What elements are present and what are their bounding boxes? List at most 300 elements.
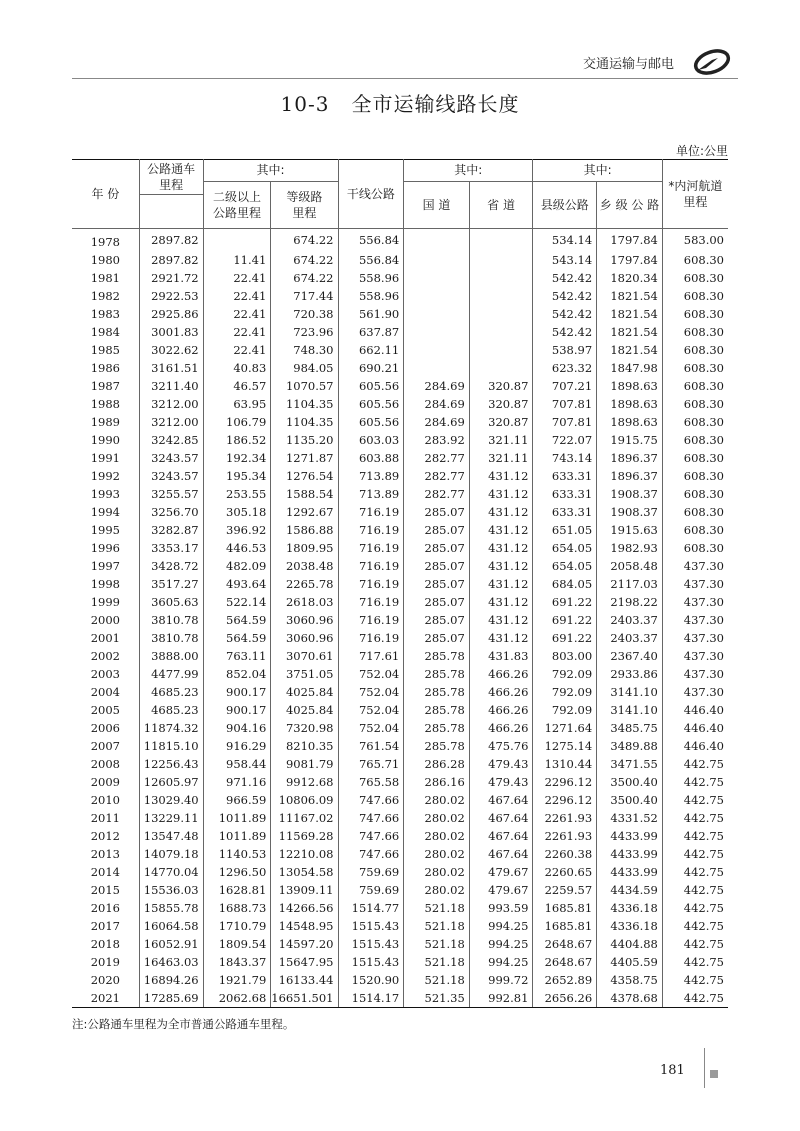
cell-road-grade2-above: 63.95 [203,395,271,413]
cell-river: 583.00 [683,233,724,248]
table-row [72,917,728,935]
cell-provincial: 321.11 [469,431,533,449]
table-row [72,953,728,971]
table-row [72,647,728,665]
cell-township: 3500.40 [597,773,663,791]
cell-year: 1980 [72,251,139,269]
cell-provincial: 994.25 [469,935,533,953]
table-number: 10-3 [280,92,330,116]
cell-provincial [469,305,533,323]
cell-county: 542.42 [533,269,597,287]
cell-provincial: 467.64 [469,845,533,863]
cell-trunk: 713.89 [338,485,404,503]
cell-road-total: 16052.91 [139,935,203,953]
cell-road-grade2-above: 195.34 [203,467,271,485]
cell-road-graded: 720.38 [271,305,338,323]
cell-road-graded: 723.96 [271,323,338,341]
cell-road-total: 12605.97 [139,773,203,791]
cell-national: 521.18 [404,935,470,953]
cell-river: 437.30 [683,667,724,682]
cell-year: 2002 [72,647,139,665]
table-row [72,665,728,683]
cell-trunk: 605.56 [338,377,404,395]
cell-year: 2019 [72,953,139,971]
cell-road-grade2-above: 1809.54 [203,935,271,953]
cell-national: 280.02 [404,791,470,809]
cell-county: 722.07 [533,431,597,449]
table-body [72,229,728,1008]
table-row [72,989,728,1008]
cell-river: 608.30 [683,415,724,430]
cell-road-grade2-above: 396.92 [203,521,271,539]
cell-provincial: 999.72 [469,971,533,989]
cell-county: 792.09 [533,701,597,719]
cell-provincial: 467.64 [469,827,533,845]
table-row [72,881,728,899]
cell-county: 691.22 [533,593,597,611]
table-row [72,413,728,431]
cell-road-total: 15855.78 [139,899,203,917]
cell-road-grade2-above: 763.11 [203,647,271,665]
header-rule [72,78,738,79]
cell-road-graded: 8210.35 [271,737,338,755]
cell-county: 633.31 [533,485,597,503]
cell-provincial: 466.26 [469,719,533,737]
cell-road-graded: 1271.87 [271,449,338,467]
cell-road-graded: 674.22 [271,251,338,269]
cell-provincial: 431.12 [469,557,533,575]
cell-township: 1898.63 [597,377,663,395]
cell-national: 284.69 [404,413,470,431]
cell-road-graded: 14548.95 [271,917,338,935]
cell-township: 3489.88 [597,737,663,755]
cell-county: 1685.81 [533,917,597,935]
cell-county: 743.14 [533,449,597,467]
cell-road-grade2-above: 1843.37 [203,953,271,971]
cell-road-grade2-above: 253.55 [203,485,271,503]
cell-national: 280.02 [404,809,470,827]
table-row [72,809,728,827]
cell-national: 286.28 [404,755,470,773]
cell-national [404,305,470,323]
cell-road-graded: 1104.35 [271,413,338,431]
cell-road-grade2-above: 564.59 [203,611,271,629]
cell-river: 442.75 [683,757,724,772]
cell-county: 633.31 [533,467,597,485]
table-row [72,827,728,845]
col-year-header: 年 份 [72,160,139,229]
cell-road-grade2-above: 22.41 [203,341,271,359]
cell-county: 1310.44 [533,755,597,773]
col-county-sub1-header: 县级公路 [533,182,597,229]
cell-trunk: 716.19 [338,557,404,575]
table-row [72,539,728,557]
cell-road-graded: 1104.35 [271,395,338,413]
cell-road-grade2-above: 966.59 [203,791,271,809]
cell-road-grade2-above: 446.53 [203,539,271,557]
cell-provincial: 320.87 [469,377,533,395]
cell-township: 1896.37 [597,467,663,485]
cell-national: 521.18 [404,917,470,935]
cell-road-grade2-above: 186.52 [203,431,271,449]
cell-road-total: 2921.72 [139,269,203,287]
cell-road-grade2-above: 1710.79 [203,917,271,935]
cell-trunk: 1514.17 [338,989,404,1008]
cell-river: 608.30 [683,289,724,304]
cell-river: 608.30 [683,397,724,412]
cell-river: 437.30 [683,631,724,646]
cell-road-graded: 717.44 [271,287,338,305]
cell-national: 286.16 [404,773,470,791]
table-row [72,341,728,359]
cell-provincial: 431.12 [469,611,533,629]
cell-provincial [469,251,533,269]
col-road-sub1-header: 二级以上 公路里程 [203,182,271,229]
cell-trunk: 716.19 [338,611,404,629]
cell-road-graded: 16651.501 [271,989,338,1008]
cell-road-grade2-above: 11.41 [203,251,271,269]
cell-river: 437.30 [683,595,724,610]
cell-county: 2652.89 [533,971,597,989]
cell-township: 1915.63 [597,521,663,539]
cell-provincial: 479.43 [469,773,533,791]
cell-year: 2005 [72,701,139,719]
cell-national: 285.78 [404,665,470,683]
cell-road-grade2-above: 1296.50 [203,863,271,881]
cell-road-graded: 1588.54 [271,485,338,503]
cell-trunk: 747.66 [338,791,404,809]
cell-county: 2259.57 [533,881,597,899]
cell-river: 608.30 [683,541,724,556]
cell-township: 4434.59 [597,881,663,899]
cell-county: 542.42 [533,287,597,305]
cell-road-grade2-above: 482.09 [203,557,271,575]
cell-road-total: 3888.00 [139,647,203,665]
cell-road-total: 3242.85 [139,431,203,449]
table-row [72,287,728,305]
cell-road-graded: 4025.84 [271,701,338,719]
cell-year: 2012 [72,827,139,845]
cell-river: 446.40 [683,703,724,718]
cell-year: 1985 [72,341,139,359]
cell-township: 4433.99 [597,863,663,881]
cell-river: 442.75 [683,775,724,790]
col-river-header: *内河航道 里程 [662,160,728,229]
cell-county: 2648.67 [533,953,597,971]
cell-year: 2020 [72,971,139,989]
cell-road-graded: 3070.61 [271,647,338,665]
cell-county: 792.09 [533,665,597,683]
cell-road-total: 16463.03 [139,953,203,971]
cell-county: 2261.93 [533,827,597,845]
cell-year: 2007 [72,737,139,755]
cell-trunk: 1515.43 [338,917,404,935]
table-row [72,395,728,413]
cell-road-graded: 748.30 [271,341,338,359]
cell-national [404,359,470,377]
cell-township: 4358.75 [597,971,663,989]
cell-county: 542.42 [533,323,597,341]
cell-county: 2648.67 [533,935,597,953]
cell-year: 2013 [72,845,139,863]
cell-year: 1994 [72,503,139,521]
cell-road-graded: 2038.48 [271,557,338,575]
table-row [72,323,728,341]
cell-road-total: 16064.58 [139,917,203,935]
table-row [72,503,728,521]
cell-trunk: 716.19 [338,575,404,593]
cell-year: 1982 [72,287,139,305]
page-divider [704,1048,705,1088]
cell-township: 1898.63 [597,413,663,431]
cell-county: 2296.12 [533,791,597,809]
cell-road-graded: 1809.95 [271,539,338,557]
cell-township: 1915.75 [597,431,663,449]
cell-year: 2001 [72,629,139,647]
cell-road-graded: 1276.54 [271,467,338,485]
cell-township: 2367.40 [597,647,663,665]
cell-river: 442.75 [683,793,724,808]
cell-river: 608.30 [683,307,724,322]
cell-river: 442.75 [683,811,724,826]
cell-river: 446.40 [683,721,724,736]
cell-township: 1847.98 [597,359,663,377]
cell-national: 285.07 [404,629,470,647]
table-row [72,269,728,287]
cell-trunk: 716.19 [338,629,404,647]
cell-national: 285.78 [404,647,470,665]
cell-river: 437.30 [683,613,724,628]
cell-river: 442.75 [683,955,724,970]
cell-road-grade2-above: 1628.81 [203,881,271,899]
cell-national: 521.18 [404,971,470,989]
cell-river: 608.30 [683,271,724,286]
cell-river: 608.30 [683,523,724,538]
cell-river: 608.30 [683,253,724,268]
cell-road-grade2-above: 2062.68 [203,989,271,1008]
cell-year: 2008 [72,755,139,773]
cell-county: 707.21 [533,377,597,395]
cell-trunk: 637.87 [338,323,404,341]
cell-year: 1991 [72,449,139,467]
cell-river: 442.75 [683,973,724,988]
unit-label: 单位:公里 [675,144,728,158]
cell-provincial: 320.87 [469,395,533,413]
cell-provincial [469,269,533,287]
cell-national: 285.78 [404,719,470,737]
cell-trunk: 1514.77 [338,899,404,917]
table-row [72,449,728,467]
cell-county: 2656.26 [533,989,597,1008]
cell-national: 285.07 [404,611,470,629]
cell-river: 442.75 [683,901,724,916]
cell-road-total: 13229.11 [139,809,203,827]
cell-provincial: 431.83 [469,647,533,665]
cell-road-total: 13547.48 [139,827,203,845]
page-number: 181 [660,1063,685,1078]
cell-county: 792.09 [533,683,597,701]
cell-national [404,229,470,252]
cell-county: 803.00 [533,647,597,665]
cell-road-graded: 15647.95 [271,953,338,971]
cell-road-total: 3282.87 [139,521,203,539]
cell-national: 521.18 [404,899,470,917]
cell-township: 4433.99 [597,845,663,863]
table-title: 全市运输线路长度 [351,92,520,116]
cell-national: 280.02 [404,881,470,899]
page-marker [710,1070,718,1078]
cell-township: 1982.93 [597,539,663,557]
cell-river: 437.30 [683,559,724,574]
cell-provincial: 431.12 [469,485,533,503]
table-row [72,755,728,773]
cell-township: 2058.48 [597,557,663,575]
cell-national: 280.02 [404,827,470,845]
cell-road-graded: 2265.78 [271,575,338,593]
cell-national: 282.77 [404,449,470,467]
cell-township: 3141.10 [597,701,663,719]
cell-national: 285.07 [404,539,470,557]
cell-county: 542.42 [533,305,597,323]
cell-river: 442.75 [683,865,724,880]
cell-river: 608.30 [683,361,724,376]
table-row [72,431,728,449]
logo-icon [692,48,732,76]
cell-county: 707.81 [533,395,597,413]
cell-township: 4404.88 [597,935,663,953]
cell-township: 1821.54 [597,341,663,359]
cell-county: 691.22 [533,611,597,629]
cell-national: 521.18 [404,953,470,971]
cell-river: 442.75 [683,883,724,898]
cell-township: 4336.18 [597,917,663,935]
cell-road-graded: 4025.84 [271,683,338,701]
cell-road-graded: 984.05 [271,359,338,377]
cell-road-grade2-above: 1011.89 [203,809,271,827]
cell-road-total: 11815.10 [139,737,203,755]
cell-trunk: 752.04 [338,701,404,719]
cell-year: 2015 [72,881,139,899]
cell-road-total: 3255.57 [139,485,203,503]
cell-road-grade2-above: 564.59 [203,629,271,647]
cell-township: 2933.86 [597,665,663,683]
cell-township: 4331.52 [597,809,663,827]
cell-provincial: 992.81 [469,989,533,1008]
cell-provincial [469,229,533,252]
cell-national: 285.78 [404,737,470,755]
cell-township: 1896.37 [597,449,663,467]
cell-provincial: 993.59 [469,899,533,917]
cell-road-grade2-above: 900.17 [203,683,271,701]
cell-road-grade2-above: 1921.79 [203,971,271,989]
cell-county: 543.14 [533,251,597,269]
cell-trunk: 747.66 [338,809,404,827]
cell-provincial: 479.67 [469,881,533,899]
cell-provincial: 431.12 [469,629,533,647]
cell-national [404,341,470,359]
table-row [72,845,728,863]
cell-road-total: 3605.63 [139,593,203,611]
cell-national [404,269,470,287]
cell-county: 633.31 [533,503,597,521]
cell-township: 3500.40 [597,791,663,809]
cell-year: 2021 [72,989,139,1008]
road-of-which-header: 其中: [203,160,338,182]
cell-county: 1685.81 [533,899,597,917]
cell-township: 3141.10 [597,683,663,701]
cell-road-total: 12256.43 [139,755,203,773]
cell-township: 2117.03 [597,575,663,593]
table-row [72,701,728,719]
cell-trunk: 1515.43 [338,953,404,971]
cell-road-grade2-above [203,229,271,252]
cell-road-total: 13029.40 [139,791,203,809]
cell-road-graded: 1135.20 [271,431,338,449]
cell-township: 1898.63 [597,395,663,413]
county-of-which-header: 其中: [533,160,662,182]
cell-road-total: 4685.23 [139,683,203,701]
cell-road-total: 3022.62 [139,341,203,359]
cell-road-grade2-above: 1688.73 [203,899,271,917]
table-row [72,557,728,575]
cell-provincial [469,323,533,341]
cell-provincial: 479.43 [469,755,533,773]
cell-road-grade2-above: 106.79 [203,413,271,431]
cell-provincial: 475.76 [469,737,533,755]
cell-river: 608.30 [683,451,724,466]
cell-river: 442.75 [683,829,724,844]
cell-provincial: 321.11 [469,449,533,467]
cell-provincial: 320.87 [469,413,533,431]
cell-year: 1999 [72,593,139,611]
cell-river: 608.30 [683,505,724,520]
cell-national: 280.02 [404,845,470,863]
cell-road-total: 2922.53 [139,287,203,305]
cell-road-grade2-above: 22.41 [203,287,271,305]
cell-road-total: 14079.18 [139,845,203,863]
cell-year: 1986 [72,359,139,377]
cell-road-grade2-above: 958.44 [203,755,271,773]
cell-year: 2000 [72,611,139,629]
cell-county: 538.97 [533,341,597,359]
cell-river: 608.30 [683,469,724,484]
cell-road-total: 3517.27 [139,575,203,593]
cell-road-graded: 1292.67 [271,503,338,521]
table-row [72,251,728,269]
cell-road-grade2-above: 46.57 [203,377,271,395]
cell-year: 1984 [72,323,139,341]
table-row [72,863,728,881]
cell-road-total: 4685.23 [139,701,203,719]
table-row [72,229,728,252]
cell-road-graded: 674.22 [271,269,338,287]
table-row [72,719,728,737]
cell-road-total: 14770.04 [139,863,203,881]
cell-trunk: 716.19 [338,593,404,611]
cell-year: 1997 [72,557,139,575]
cell-road-graded: 674.22 [271,229,338,252]
cell-year: 1993 [72,485,139,503]
cell-trunk: 765.71 [338,755,404,773]
col-road-sub2-header: 等级路 里程 [271,182,338,229]
data-table [72,159,728,1008]
cell-road-grade2-above: 493.64 [203,575,271,593]
cell-county: 684.05 [533,575,597,593]
cell-road-total: 3810.78 [139,629,203,647]
cell-trunk: 752.04 [338,665,404,683]
cell-county: 651.05 [533,521,597,539]
cell-provincial: 479.67 [469,863,533,881]
